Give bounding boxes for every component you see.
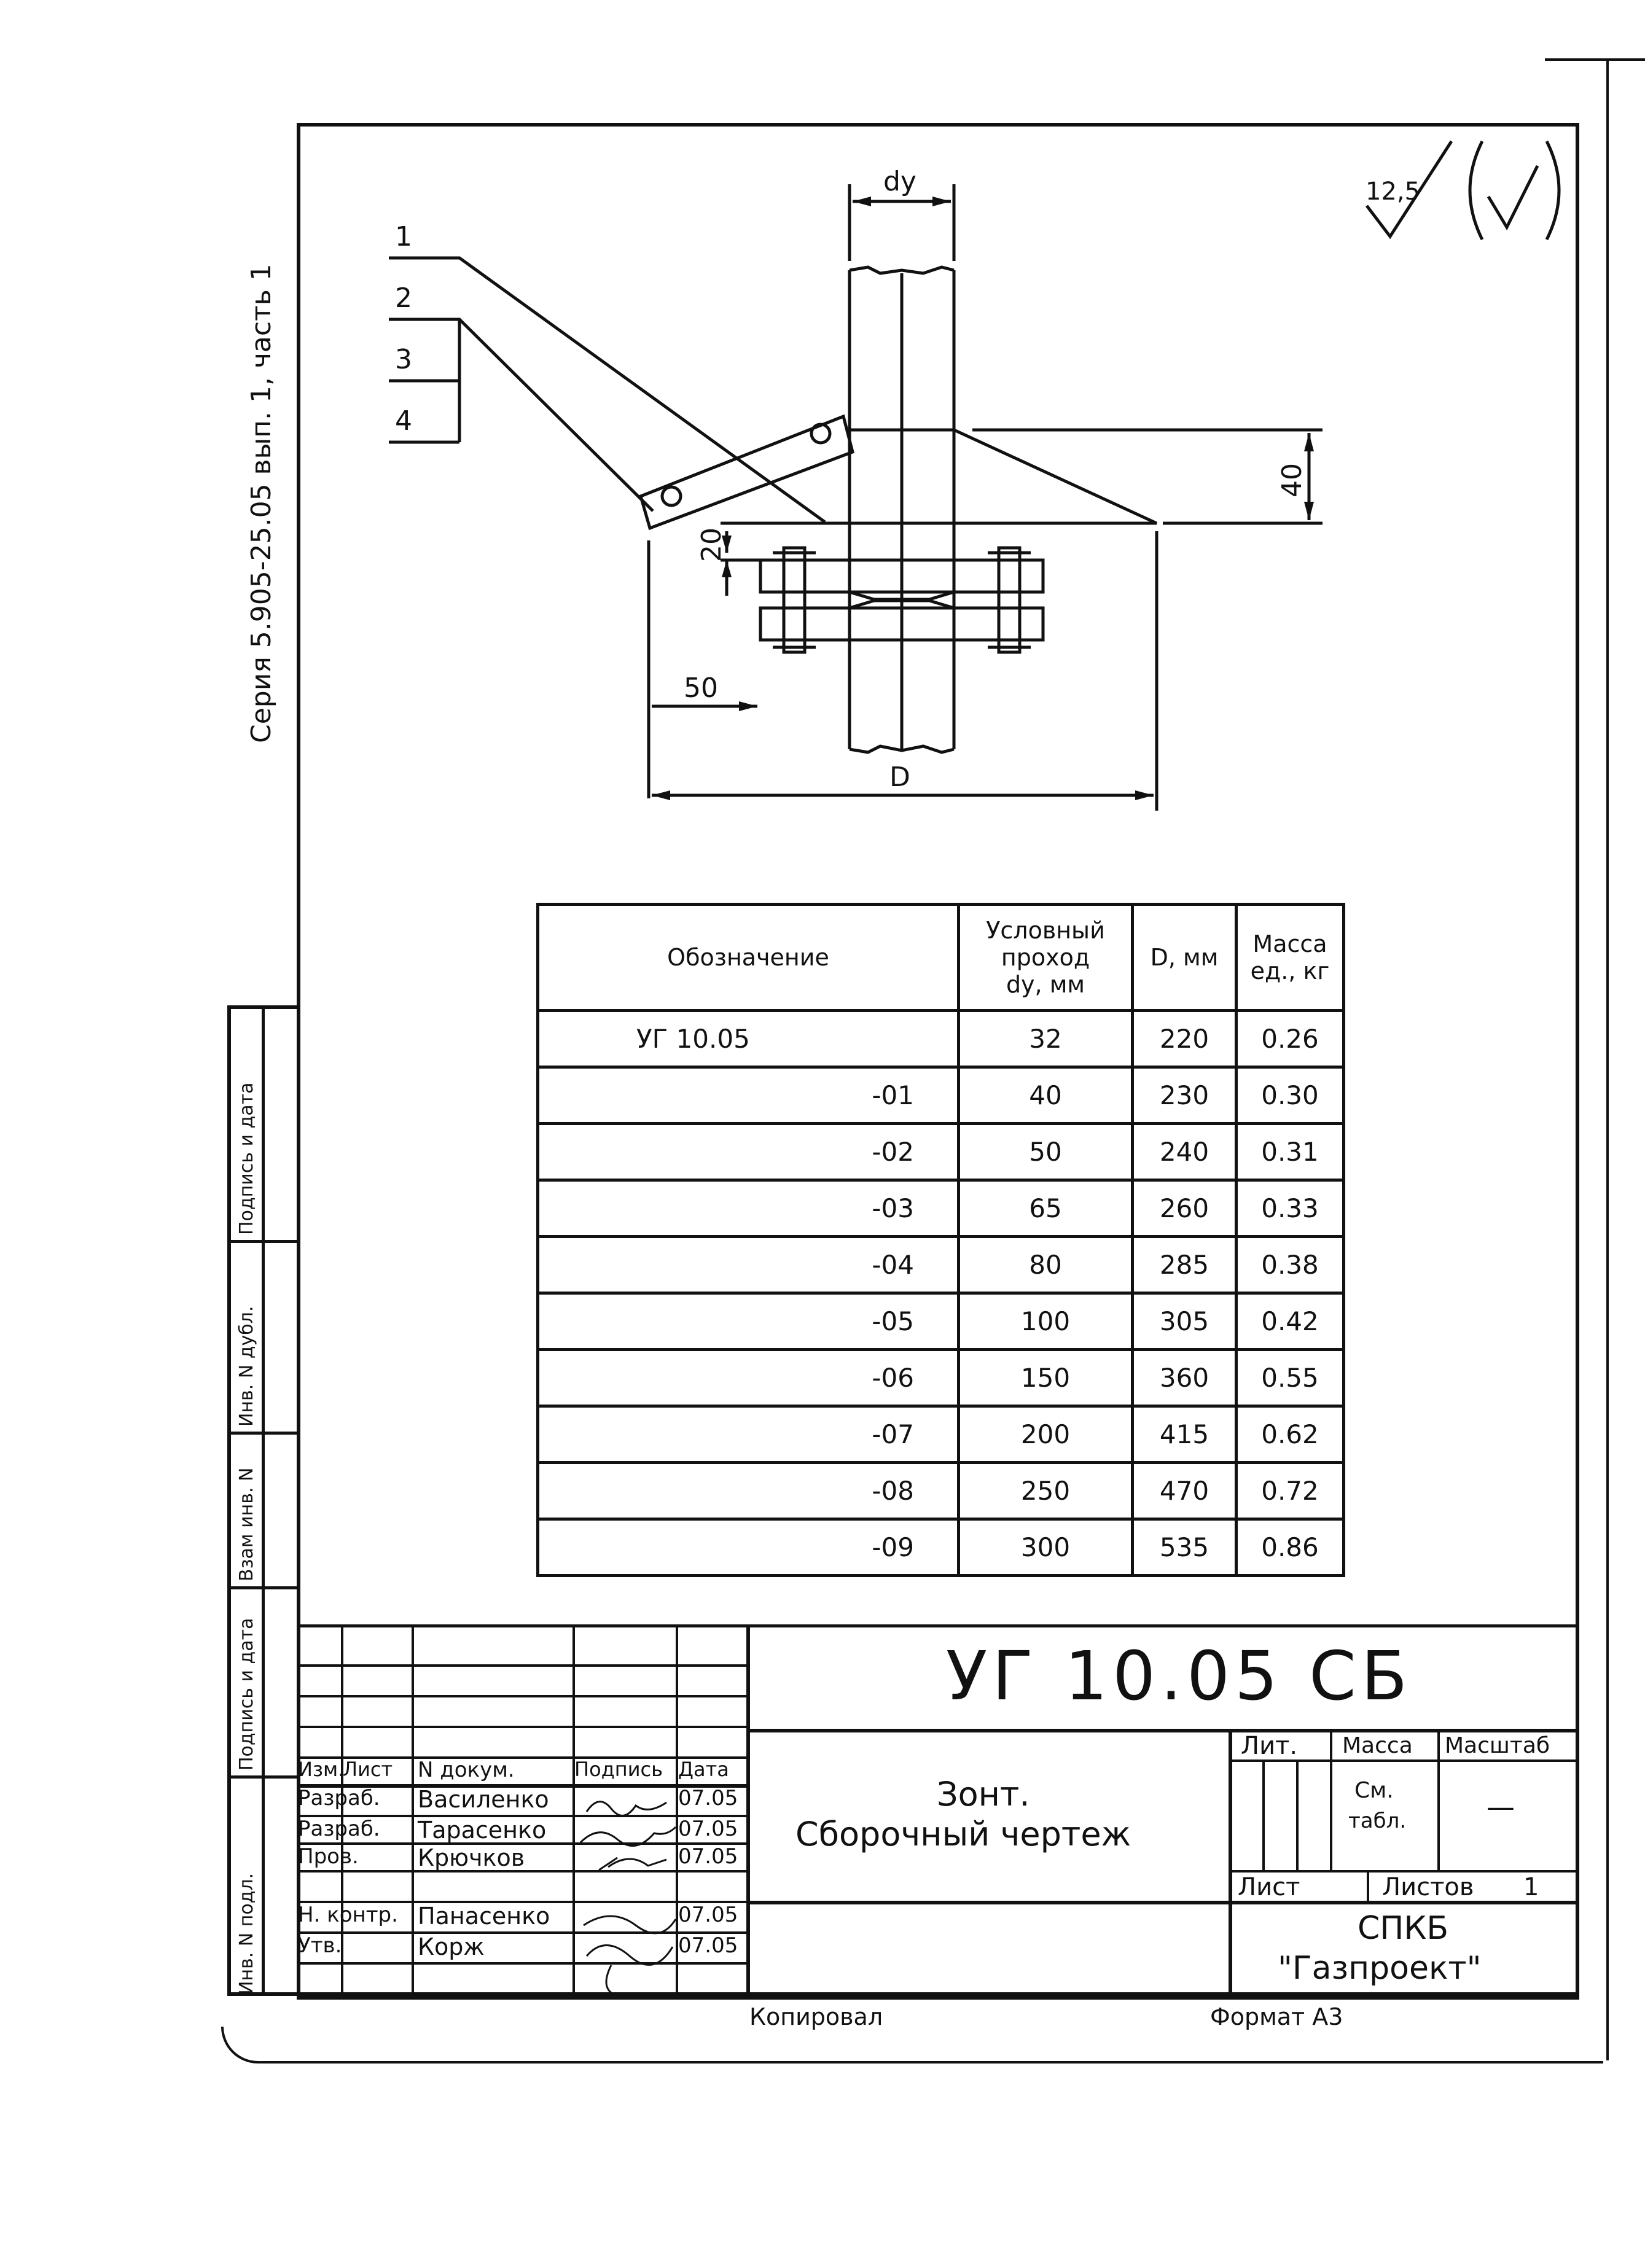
cell-designation: -05: [538, 1293, 959, 1350]
strip-label-inv-podl: Инв. N подл.: [236, 1872, 257, 1995]
mass-value-1: См.: [1354, 1778, 1394, 1803]
strip-label-vzam: Взам инв. N: [236, 1467, 257, 1581]
header-mass-line1: Масса: [1252, 930, 1327, 957]
leader-label-4: 4: [395, 405, 412, 437]
cell-mass: 0.31: [1237, 1124, 1344, 1180]
col-doc: N докум.: [418, 1758, 515, 1782]
series-label: Серия 5.905-25.05 вып. 1, часть 1: [246, 263, 277, 743]
tb-vline: [412, 1624, 414, 1996]
signer-role: Разраб.: [298, 1786, 380, 1810]
tb-vline: [1296, 1759, 1299, 1870]
table-row: [538, 1180, 1344, 1237]
title-line-2: Сборочный чертеж: [795, 1815, 1131, 1853]
cell-bore: 40: [959, 1067, 1133, 1124]
cell-mass: 0.55: [1237, 1350, 1344, 1406]
cell-mass: 0.62: [1237, 1406, 1344, 1463]
cell-designation: УГ 10.05: [538, 1011, 959, 1067]
cell-designation: -06: [538, 1350, 959, 1406]
dim-dy: dy: [883, 166, 916, 197]
masshtab-label: Масштаб: [1445, 1733, 1550, 1758]
cell-mass: 0.26: [1237, 1011, 1344, 1067]
signatures: [574, 1787, 679, 1996]
header-mass: [1237, 905, 1344, 1011]
table-row: [538, 1463, 1344, 1519]
col-izm: Изм.: [298, 1758, 345, 1781]
approval-strip: [227, 1005, 297, 1996]
tb-vline: [746, 1624, 750, 1996]
right-edge-line: [1606, 58, 1609, 2060]
cell-designation: -08: [538, 1463, 959, 1519]
strip-row-line: [231, 1775, 297, 1779]
dim-40: 40: [1276, 463, 1308, 497]
org-name-2: "Газпроект": [1278, 1950, 1482, 1987]
top-edge-line: [1545, 58, 1645, 61]
header-diameter: D, мм: [1133, 905, 1237, 1011]
dim-50: 50: [684, 672, 718, 704]
header-bore-line3: dy, мм: [1006, 971, 1085, 998]
sheets-label: Листов: [1382, 1873, 1474, 1901]
cell-bore: 300: [959, 1519, 1133, 1576]
cell-diameter: 470: [1133, 1463, 1237, 1519]
bottom-edge-curve: [221, 2027, 1603, 2063]
org-name-1: СПКБ: [1358, 1910, 1449, 1947]
table-row: [538, 1011, 1344, 1067]
cell-diameter: 230: [1133, 1067, 1237, 1124]
tb-hline: [297, 1664, 746, 1667]
cell-mass: 0.30: [1237, 1067, 1344, 1124]
signer-date: 07.05: [678, 1903, 738, 1927]
document-code: УГ 10.05 СБ: [946, 1637, 1413, 1715]
signer-name: Тарасенко: [418, 1817, 547, 1844]
strip-label-sign-date-2: Подпись и дата: [236, 1082, 257, 1235]
tb-vline: [1262, 1759, 1265, 1870]
cell-diameter: 415: [1133, 1406, 1237, 1463]
signer-name: Василенко: [418, 1786, 549, 1813]
cell-mass: 0.42: [1237, 1293, 1344, 1350]
tb-hline: [1229, 1870, 1579, 1872]
tb-hline: [297, 1962, 746, 1965]
table-row: [538, 1067, 1344, 1124]
strip-row-line: [231, 1240, 297, 1243]
header-bore-line2: проход: [1001, 944, 1090, 971]
leader-label-2: 2: [395, 283, 412, 314]
cell-diameter: 360: [1133, 1350, 1237, 1406]
cell-designation: -03: [538, 1180, 959, 1237]
table-row: [538, 1124, 1344, 1180]
cell-bore: 150: [959, 1350, 1133, 1406]
cell-diameter: 305: [1133, 1293, 1237, 1350]
title-line-1: Зонт.: [937, 1775, 1030, 1814]
dim-D: D: [889, 762, 910, 793]
cell-diameter: 535: [1133, 1519, 1237, 1576]
cell-diameter: 260: [1133, 1180, 1237, 1237]
sheet-label: Лист: [1238, 1873, 1300, 1901]
sheets-count: 1: [1523, 1873, 1539, 1901]
tb-vline: [1367, 1870, 1369, 1901]
table-row: [538, 1406, 1344, 1463]
signer-role: Н. контр.: [298, 1903, 398, 1927]
signer-date: 07.05: [678, 1933, 738, 1958]
cell-diameter: 240: [1133, 1124, 1237, 1180]
signer-name: Крючков: [418, 1844, 525, 1871]
signer-date: 07.05: [678, 1786, 738, 1810]
cell-bore: 50: [959, 1124, 1133, 1180]
cell-diameter: 285: [1133, 1237, 1237, 1293]
cell-bore: 200: [959, 1406, 1133, 1463]
cell-designation: -04: [538, 1237, 959, 1293]
cell-diameter: 220: [1133, 1011, 1237, 1067]
cell-bore: 250: [959, 1463, 1133, 1519]
header-designation: Обозначение: [538, 905, 959, 1011]
lit-label: Лит.: [1241, 1732, 1298, 1760]
table-row: [538, 1519, 1344, 1576]
tb-vline: [1437, 1729, 1440, 1870]
col-list: Лист: [343, 1758, 393, 1781]
strip-row-line: [231, 1432, 297, 1435]
leader-label-3: 3: [395, 344, 412, 375]
signer-role: Пров.: [298, 1844, 359, 1869]
cell-bore: 80: [959, 1237, 1133, 1293]
tb-hline: [297, 1726, 746, 1728]
strip-row-line: [231, 1586, 297, 1589]
tb-hline: [297, 1996, 1579, 2000]
cell-mass: 0.86: [1237, 1519, 1344, 1576]
signer-name: Корж: [418, 1933, 485, 1960]
roughness-value: 12,5: [1366, 177, 1421, 206]
tb-hline: [746, 1729, 1579, 1732]
spec-table: [536, 903, 1345, 1577]
table-row: [538, 1293, 1344, 1350]
signer-date: 07.05: [678, 1844, 738, 1869]
cell-bore: 65: [959, 1180, 1133, 1237]
strip-divider: [262, 1009, 265, 1992]
cell-mass: 0.33: [1237, 1180, 1344, 1237]
assembly-drawing: [297, 123, 1579, 860]
leader-label-1: 1: [395, 221, 412, 252]
table-row: [538, 1237, 1344, 1293]
mass-value-2: табл.: [1348, 1809, 1407, 1833]
tb-vline: [1229, 1729, 1232, 1996]
strip-label-inv-dubl: Инв. N дубл.: [236, 1306, 257, 1427]
header-bore: [959, 905, 1133, 1011]
signer-date: 07.05: [678, 1817, 738, 1841]
cell-mass: 0.38: [1237, 1237, 1344, 1293]
header-mass-line2: ед., кг: [1250, 957, 1330, 984]
strip-label-sign-date-1: Подпись и дата: [236, 1618, 257, 1771]
cell-bore: 100: [959, 1293, 1133, 1350]
col-date: Дата: [678, 1758, 729, 1781]
cell-designation: -02: [538, 1124, 959, 1180]
tb-vline: [1330, 1729, 1332, 1870]
col-sign: Подпись: [574, 1758, 663, 1781]
header-bore-line1: Условный: [986, 917, 1105, 944]
table-header-row: [538, 905, 1344, 1011]
signer-role: Утв.: [298, 1933, 342, 1958]
cell-bore: 32: [959, 1011, 1133, 1067]
signer-role: Разраб.: [298, 1817, 380, 1841]
footer-copied: Копировал: [749, 2003, 883, 2030]
cell-designation: -07: [538, 1406, 959, 1463]
cell-mass: 0.72: [1237, 1463, 1344, 1519]
signer-name: Панасенко: [418, 1903, 550, 1930]
footer-format: Формат А3: [1210, 2003, 1343, 2030]
dim-20: 20: [696, 528, 727, 562]
cell-designation: -01: [538, 1067, 959, 1124]
table-row: [538, 1350, 1344, 1406]
scale-value: —: [1487, 1790, 1515, 1823]
cell-designation: -09: [538, 1519, 959, 1576]
massa-label: Масса: [1342, 1733, 1413, 1758]
tb-hline: [297, 1695, 746, 1697]
